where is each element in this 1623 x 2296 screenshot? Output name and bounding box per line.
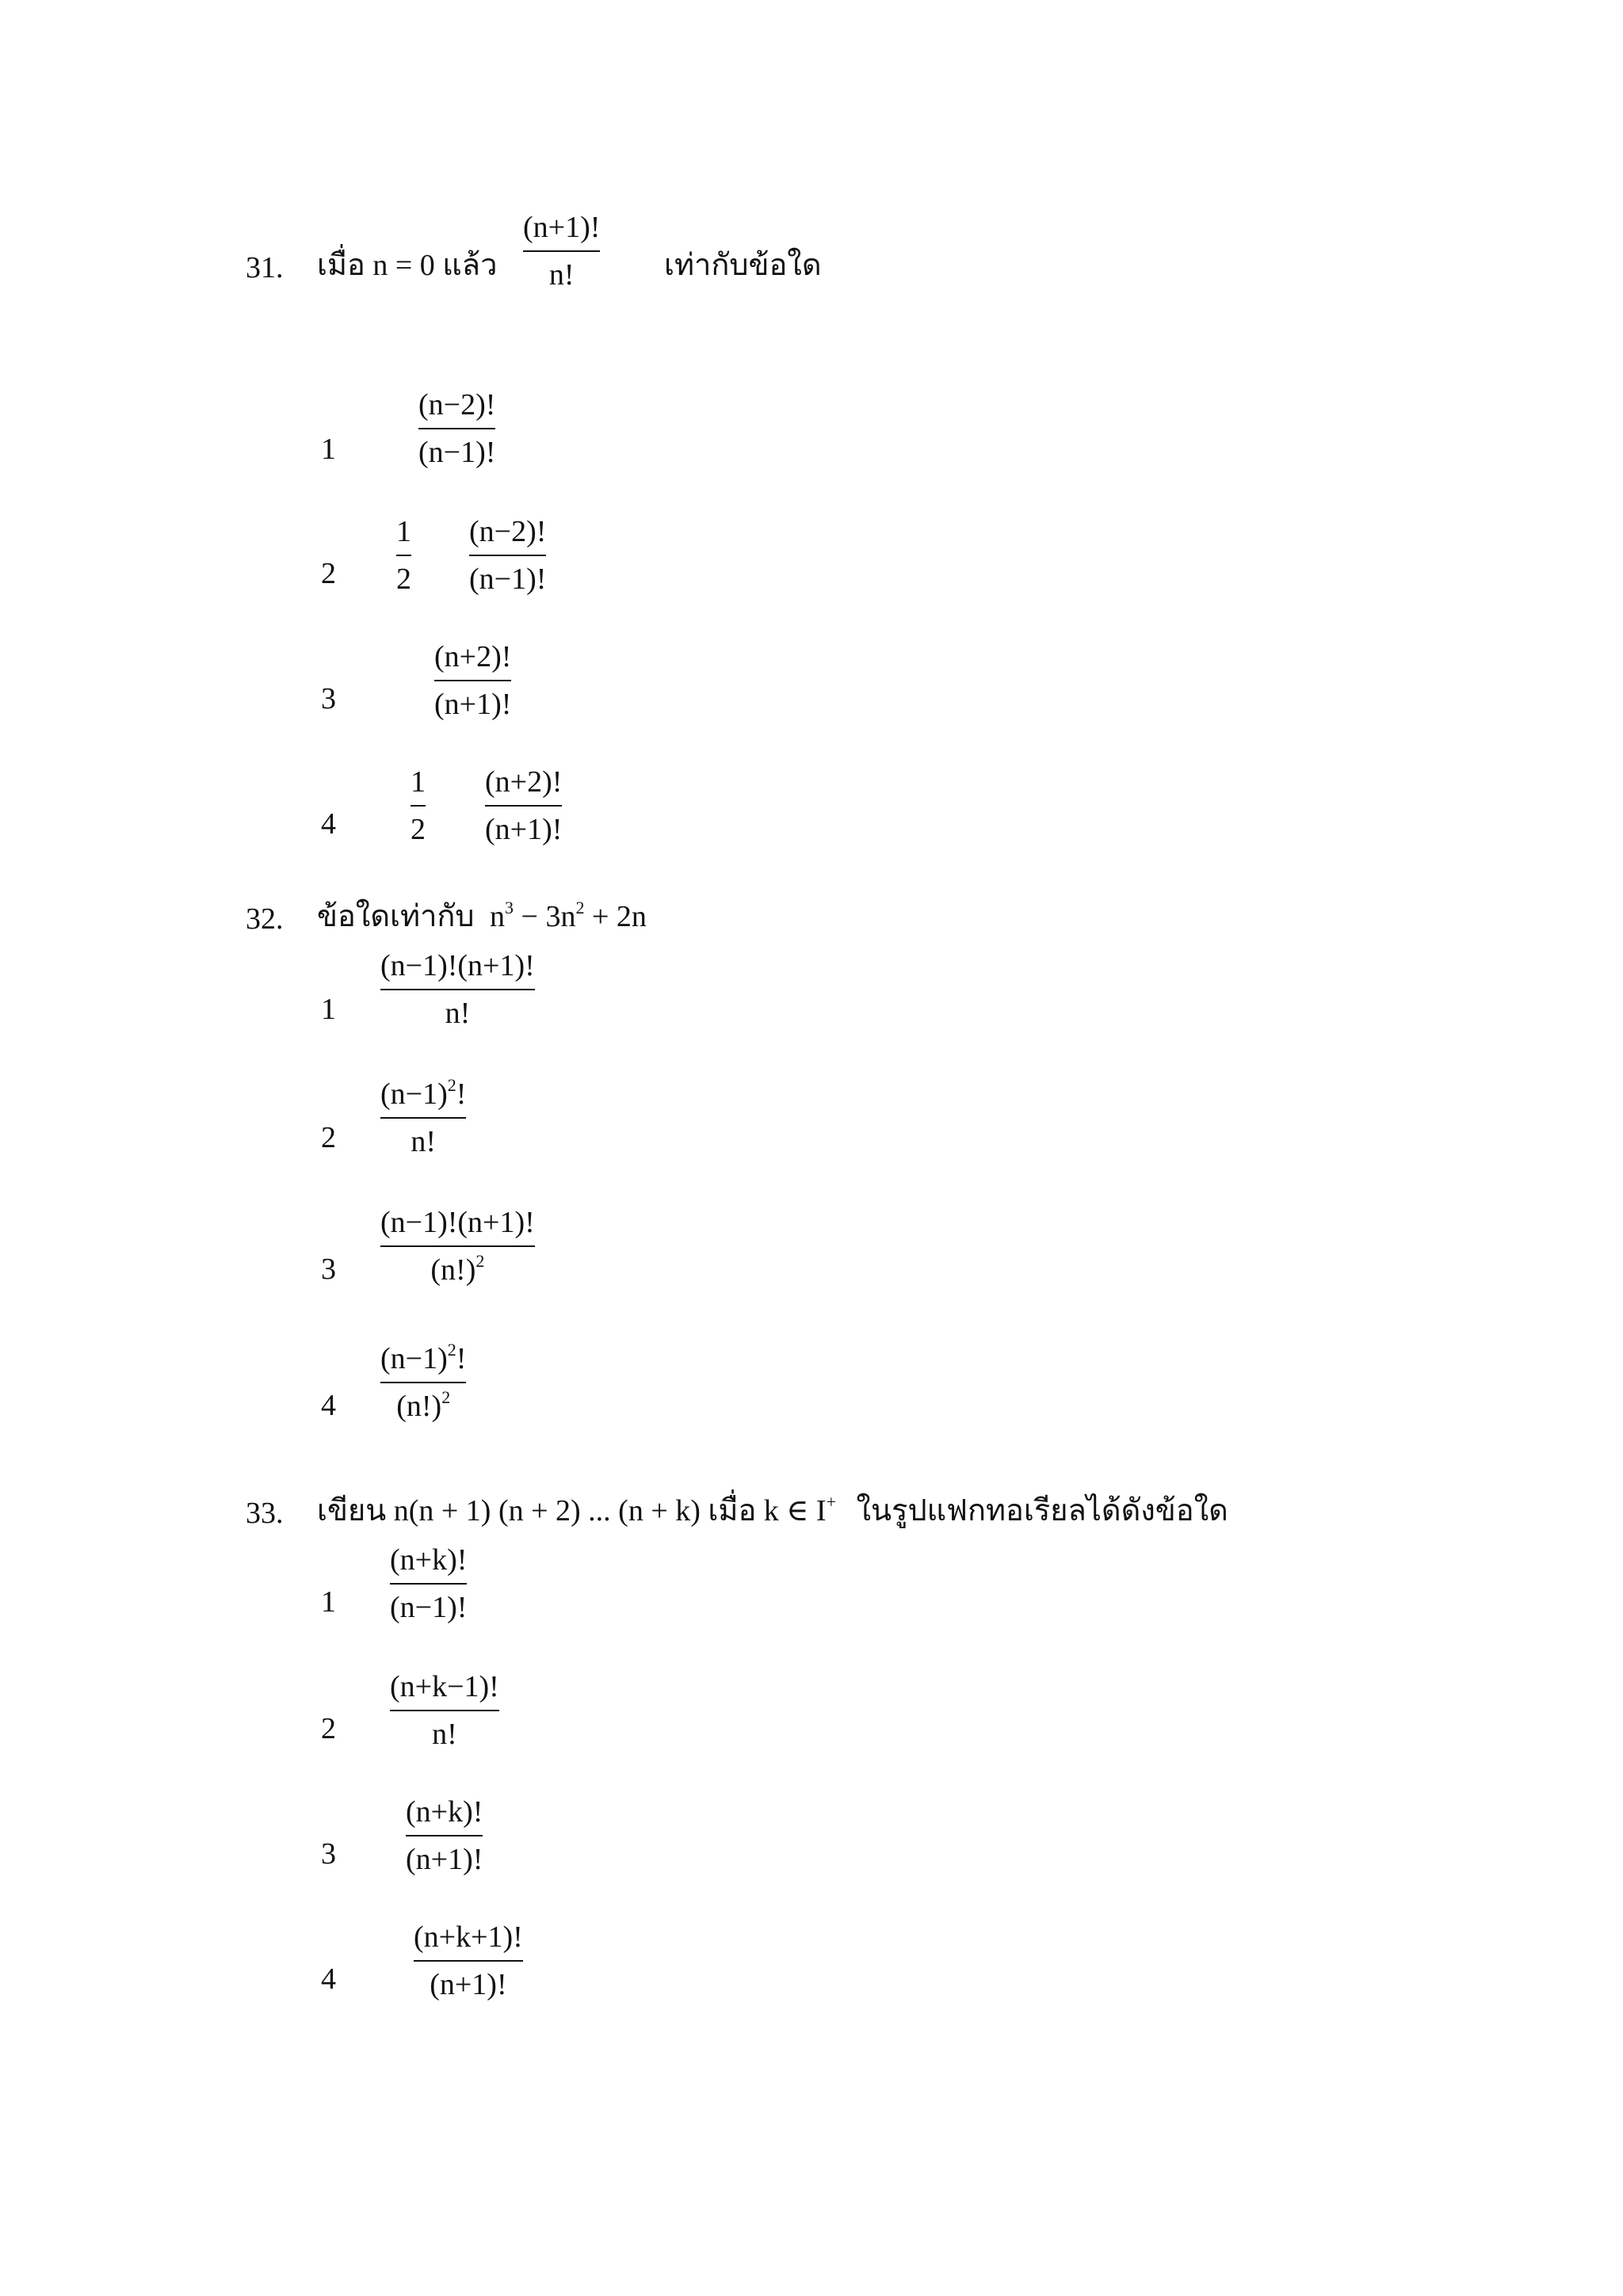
question-33-label-end: ในรูปแฟกทอเรียลได้ดังข้อใด [856, 1494, 1228, 1527]
factorial-sign: ! [456, 1342, 467, 1375]
q31-option-4-label: 4 [321, 807, 336, 841]
fraction-denominator: (n+1)! [485, 813, 563, 846]
q32-option-3-label: 3 [321, 1253, 336, 1286]
fraction-denominator: (n+1)! [406, 1843, 483, 1876]
fraction-numerator: (n+k)! [390, 1543, 468, 1577]
fraction-denominator: (n−1)! [469, 563, 547, 596]
q33-option-4-label: 4 [321, 1962, 336, 1996]
fraction-bar [390, 1583, 467, 1585]
factorial-sign: ! [456, 1077, 467, 1111]
exponent: 2 [447, 1075, 456, 1095]
exponent: 2 [447, 1340, 456, 1360]
q31-option-3-label: 3 [321, 682, 336, 715]
question-33-label: เขียน n(n + 1) (n + 2) ... (n + k) เมื่อ k ∈ I [317, 1494, 827, 1527]
fraction-bar [380, 1382, 466, 1383]
numerator-text: (n−1)!(n+1)! [380, 1206, 535, 1239]
fraction-numerator: 1 [396, 515, 411, 548]
fraction-numerator: (n+k)! [406, 1795, 483, 1829]
expression-term: + 2n [584, 900, 647, 933]
fraction-bar [469, 555, 546, 556]
q31-option-4-coefficient [411, 767, 426, 845]
fraction-numerator [380, 1207, 535, 1238]
q32-option-2-label: 2 [321, 1121, 336, 1154]
question-31-prefix: เมื่อ n = 0 แล้ว [317, 249, 498, 282]
question-32-number: 32. [246, 902, 284, 936]
fraction-denominator: (n−1)! [418, 436, 496, 469]
q32-option-4-fraction [380, 1340, 467, 1423]
fraction-numerator: (n+k−1)! [390, 1670, 499, 1703]
fraction-bar [434, 680, 511, 681]
question-31-number: 31. [246, 251, 284, 284]
fraction-bar [390, 1710, 499, 1711]
fraction-numerator: (n+2)! [434, 640, 512, 673]
numerator-text: (n−1) [380, 1342, 448, 1375]
q33-option-1-label: 1 [321, 1585, 336, 1619]
fraction-denominator: n! [445, 997, 471, 1030]
question-33-text [317, 1492, 1228, 1527]
q31-option-1-fraction [418, 390, 495, 467]
fraction-bar [411, 805, 426, 807]
q31-option-2-label: 2 [321, 557, 336, 590]
fraction-bar [418, 428, 495, 429]
fraction-bar [380, 1117, 466, 1119]
fraction-denominator: n! [432, 1718, 457, 1751]
q33-option-4-fraction [414, 1922, 523, 2000]
q31-option-4-fraction [485, 767, 562, 845]
fraction-denominator: (n+1)! [430, 1968, 507, 2001]
fraction-numerator [380, 951, 535, 981]
fraction-denominator: (n+1)! [434, 688, 512, 721]
denominator-text: (n!) [396, 1390, 442, 1423]
fraction-denominator [396, 1387, 451, 1423]
expression-term: − 3n [514, 900, 576, 933]
exponent: 3 [505, 898, 514, 917]
fraction-bar [414, 1960, 523, 1962]
fraction-numerator: (n−2)! [418, 388, 496, 421]
fraction-numerator [380, 1075, 467, 1111]
fraction-numerator: (n+k+1)! [414, 1920, 523, 1954]
expression-term: n [490, 900, 506, 933]
fraction-bar [380, 989, 535, 990]
fraction-bar [380, 1245, 535, 1247]
question-33-number: 33. [246, 1497, 284, 1530]
exponent: 2 [575, 898, 585, 917]
q33-option-1-fraction [390, 1545, 467, 1623]
question-32-text [317, 898, 647, 933]
q31-option-1-label: 1 [321, 433, 336, 466]
fraction-bar [485, 805, 562, 807]
fraction-denominator [430, 1251, 485, 1287]
q32-option-1-label: 1 [321, 993, 336, 1026]
denominator-text: (n!) [430, 1253, 476, 1287]
q33-option-2-fraction [390, 1672, 499, 1749]
q32-option-3-fraction [380, 1207, 535, 1285]
question-31-fraction [523, 212, 600, 290]
q32-option-1-fraction [380, 951, 535, 1028]
fraction-denominator: n! [411, 1125, 437, 1158]
q32-option-4-label: 4 [321, 1389, 336, 1422]
fraction-numerator: (n+1)! [523, 211, 601, 244]
numerator-text: (n−1) [380, 1077, 448, 1111]
exponent: 2 [441, 1387, 451, 1407]
exponent: 2 [475, 1251, 485, 1271]
fraction-numerator: (n−2)! [469, 515, 547, 548]
q33-option-3-fraction [406, 1797, 483, 1875]
q33-option-3-label: 3 [321, 1837, 336, 1871]
superscript: + [826, 1492, 836, 1512]
fraction-bar [396, 555, 411, 556]
fraction-denominator: (n−1)! [390, 1591, 468, 1624]
numerator-text: (n−1)!(n+1)! [380, 949, 535, 982]
q32-option-2-fraction [380, 1075, 467, 1158]
fraction-bar [406, 1835, 483, 1836]
question-32-label: ข้อใดเท่ากับ [317, 900, 475, 933]
fraction-numerator [380, 1340, 467, 1375]
fraction-bar [523, 250, 600, 252]
fraction-numerator: (n+2)! [485, 765, 563, 799]
q33-option-2-label: 2 [321, 1712, 336, 1745]
q31-option-3-fraction [434, 642, 511, 719]
q31-option-2-fraction [469, 517, 546, 594]
fraction-denominator: 2 [396, 563, 411, 596]
question-31-suffix: เท่ากับข้อใด [664, 249, 822, 282]
fraction-denominator: n! [548, 258, 575, 292]
fraction-numerator: 1 [411, 765, 426, 799]
fraction-denominator: 2 [411, 813, 426, 846]
q31-option-2-coefficient [396, 517, 411, 594]
